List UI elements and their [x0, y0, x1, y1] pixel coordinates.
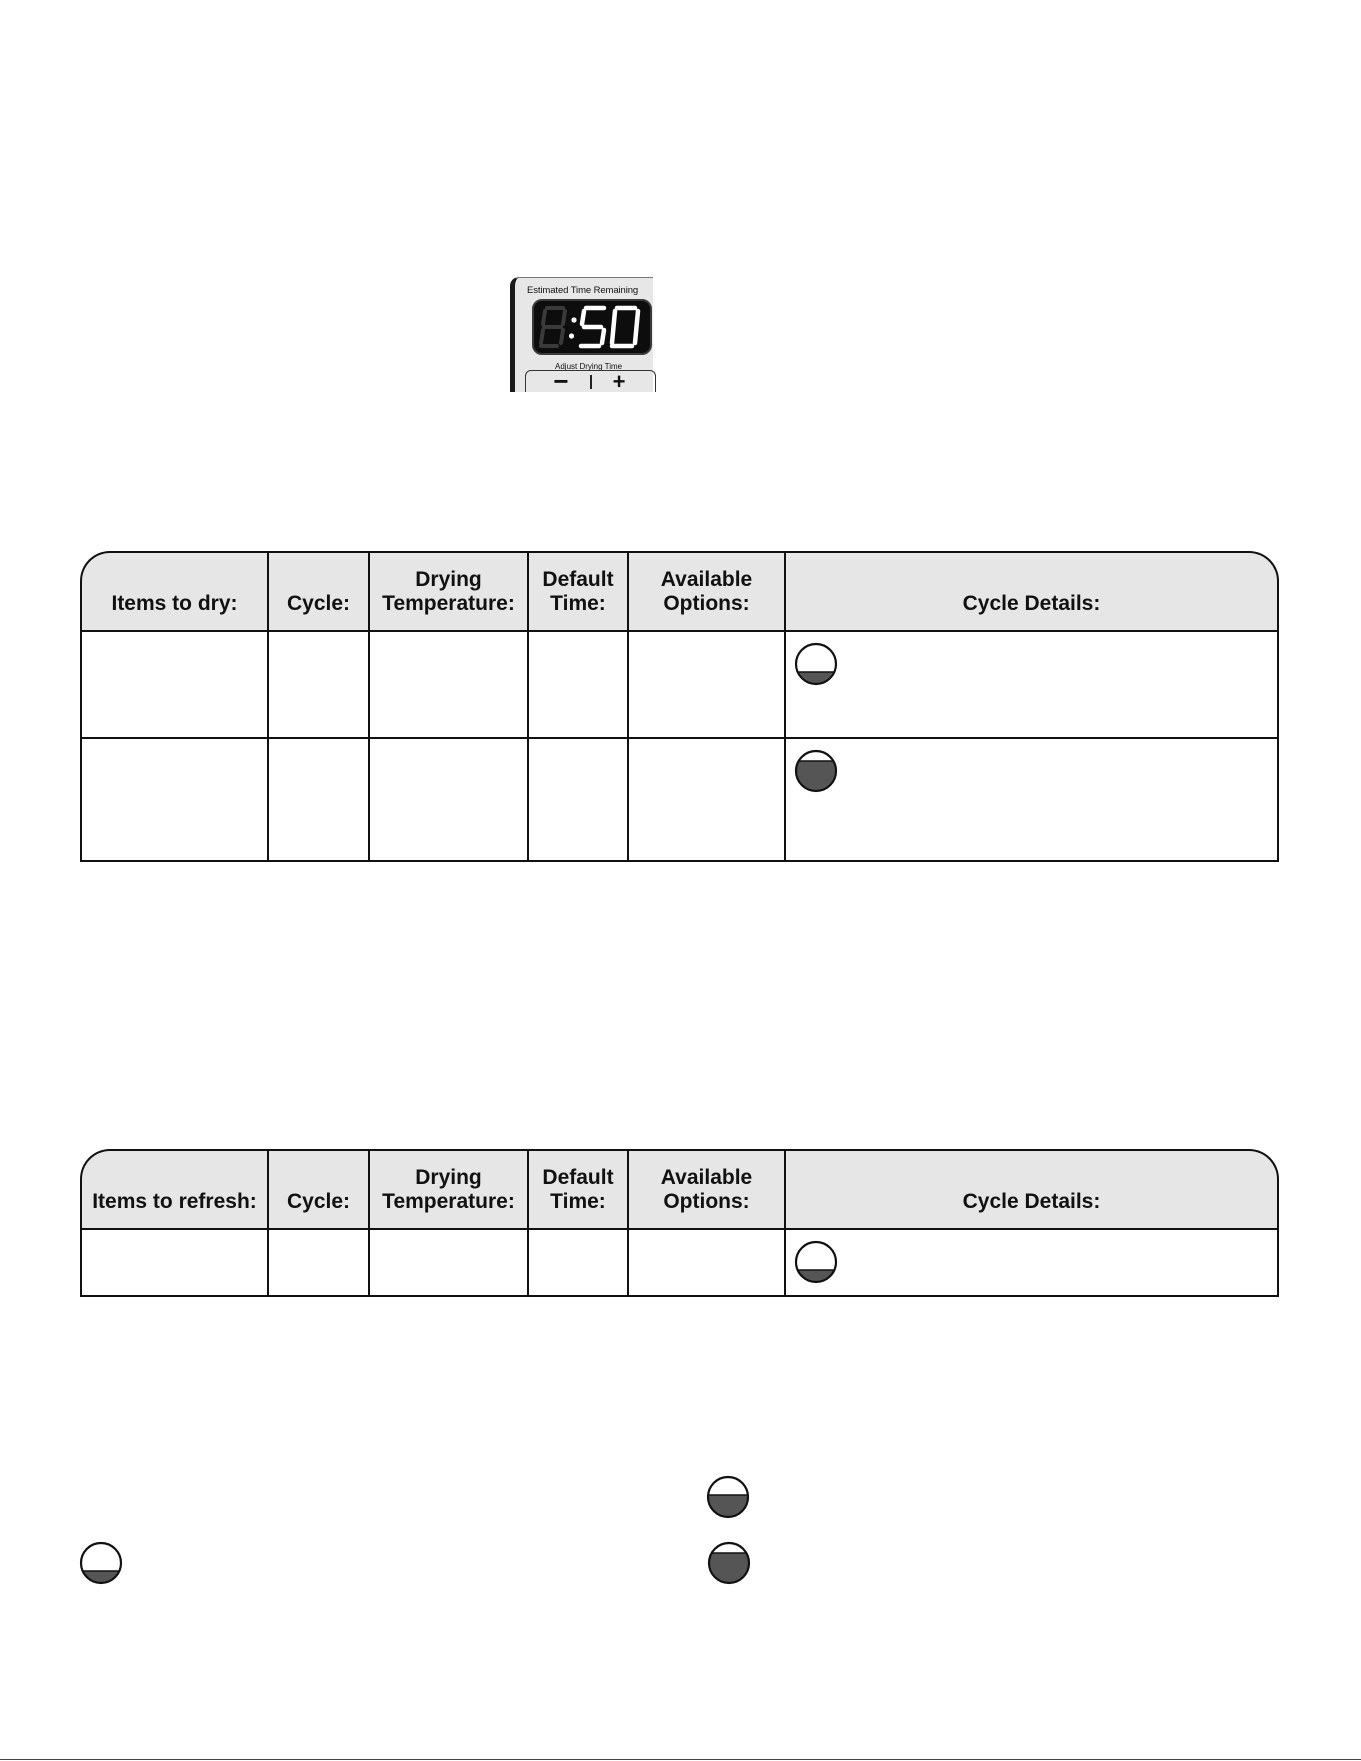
dry-cycles-table — [80, 551, 1279, 862]
unlit-digit — [541, 308, 565, 346]
cell-options — [627, 737, 784, 862]
dryness-level-high-icon — [707, 1541, 751, 1585]
cell-details — [784, 630, 1279, 737]
dryness-level-medium-icon — [706, 1475, 750, 1519]
table-header-row — [80, 1149, 1279, 1228]
refresh-cycles-table — [80, 1149, 1279, 1297]
header-temperature: Drying Temperature: — [368, 1149, 527, 1228]
cell-options — [627, 1228, 784, 1297]
estimated-time-label: Estimated Time Remaining — [527, 285, 639, 296]
page-footer-rule — [0, 1759, 1361, 1760]
dryness-level-low-icon — [794, 1240, 838, 1284]
header-default-time: Default Time: — [527, 1149, 627, 1228]
header-details: Cycle Details: — [784, 1149, 1279, 1228]
cell-items — [80, 630, 267, 737]
header-cycle: Cycle: — [267, 1149, 368, 1228]
cell-details — [784, 1228, 1279, 1297]
header-temperature: Drying Temperature: — [368, 551, 527, 630]
cell-cycle — [267, 737, 368, 862]
cell-cycle — [267, 630, 368, 737]
decrease-time-button[interactable]: − — [553, 366, 569, 396]
header-details: Cycle Details: — [784, 551, 1279, 630]
dryness-fill — [708, 1495, 748, 1517]
cell-default-time — [527, 737, 627, 862]
cell-temperature — [368, 1228, 527, 1297]
cell-temperature — [368, 737, 527, 862]
header-items: Items to refresh: — [80, 1149, 267, 1228]
time-display-digits — [534, 301, 650, 353]
header-options: Available Options: — [627, 551, 784, 630]
colon-glyph — [569, 317, 577, 338]
cell-details — [784, 737, 1279, 862]
digit-zero — [612, 308, 638, 346]
digit-five — [581, 308, 604, 346]
cell-cycle — [267, 1228, 368, 1297]
adjust-drying-time-label: Adjust Drying Time — [555, 362, 623, 371]
header-items: Items to dry: — [80, 551, 267, 630]
header-cycle: Cycle: — [267, 551, 368, 630]
dryness-level-low-icon — [79, 1541, 123, 1585]
time-display — [532, 299, 652, 355]
dryness-level-high-icon — [794, 749, 838, 793]
cell-items — [80, 1228, 267, 1297]
dryness-level-low-icon — [794, 642, 838, 686]
table-row — [80, 1228, 1279, 1297]
header-default-time: Default Time: — [527, 551, 627, 630]
cell-options — [627, 630, 784, 737]
table-row — [80, 737, 1279, 862]
cell-default-time — [527, 630, 627, 737]
cell-default-time — [527, 1228, 627, 1297]
table-row — [80, 630, 1279, 737]
increase-time-button[interactable]: + — [612, 369, 626, 394]
control-panel — [510, 277, 653, 396]
cell-items — [80, 737, 267, 862]
cell-temperature — [368, 630, 527, 737]
header-options: Available Options: — [627, 1149, 784, 1228]
table-header-row — [80, 551, 1279, 630]
